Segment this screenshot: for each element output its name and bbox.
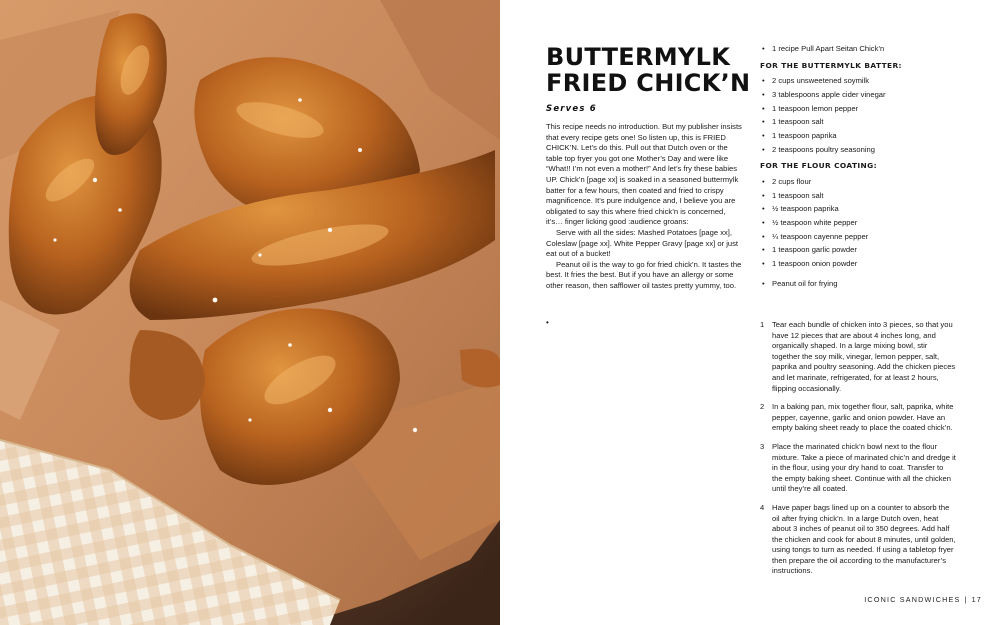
ingredient-item: • 1 teaspoon onion powder: [760, 259, 956, 270]
ingredient-item: • Peanut oil for frying: [760, 279, 956, 290]
intro-paragraph: This recipe needs no introduction. But my publisher insists that every recipe gets one! So listen up, this is FRIED CHICK’N. Let’s do this. Pull out that Dutch oven or the table top fryer you got one Mother’s Day and were like “What!! I’m not even a mother!” And let’s fry these babies UP. Chick’n [page xx] is soaked in a seasoned buttermylk batter for a few hours, then coated and fried to crispy magnificence. It’s pure indulgence and, I believe you are obligated to say this where fried chick’n is concerned, it’s… finger licking good :audience groans:: [546, 122, 742, 227]
step-number: 1: [760, 320, 765, 329]
ingredient-item: • 1 teaspoon lemon pepper: [760, 104, 956, 115]
recipe-intro: [546, 122, 742, 292]
stray-bullet: •: [546, 318, 549, 327]
ingredient-item: • ½ teaspoon white pepper: [760, 218, 956, 229]
step-text: Tear each bundle of chicken into 3 pieces, so that you have 12 pieces that are about 4 inches long, and organically shaped. In a large mixing bowl, stir together the soy milk, vinegar, lemon pepper, salt, paprika and poultry seasoning. Add the chicken pieces and let marinate, refrigerated, for at least 2 hours, flipping occasionally.: [772, 320, 956, 393]
ingredient-item: • 2 teaspoons poultry seasoning: [760, 145, 956, 156]
method-step: [760, 320, 956, 394]
step-text: In a baking pan, mix together flour, salt, paprika, white pepper, cayenne, garlic and onion powder. Have an empty baking sheet ready to place the coated chick’n.: [772, 402, 954, 433]
step-number: 4: [760, 502, 765, 512]
ingredient-item: • 1 teaspoon garlic powder: [760, 245, 956, 256]
intro-paragraph: Peanut oil is the way to go for fried chick’n. It tastes the best. It fries the best. But if you have an allergy or some other reason, then safflower oil tastes pretty yummy, too.: [546, 259, 742, 290]
footer-section: ICONIC SANDWICHES: [864, 595, 961, 604]
method-steps: [760, 320, 956, 585]
step-text: Have paper bags lined up on a counter to absorb the oil after frying chick’n. In a large Dutch oven, heat about 3 inches of peanut oil to 350 degrees. Add half the chicken and cook for about 8 minutes, until golden, using tongs to turn as needed. If using a tabletop fryer then prepare the oil according to the manufacturer’s instructions.: [772, 502, 956, 576]
intro-paragraph: Serve with all the sides: Mashed Potatoes [page xx], Coleslaw [page xx]. White Pepper Gravy [page xx] or just eat out of a bucket!: [546, 227, 739, 259]
page-number: 17: [971, 595, 982, 604]
flour-heading: FOR THE FLOUR COATING:: [760, 161, 877, 171]
method-step: [760, 442, 956, 495]
step-number: 2: [760, 402, 765, 412]
ingredient-item: • 2 cups flour: [760, 177, 956, 188]
ingredient-item: • 3 tablespoons apple cider vinegar: [760, 90, 956, 101]
ingredient-item: • 2 cups unsweetened soymilk: [760, 76, 956, 87]
method-step: [760, 402, 956, 434]
title-line-2: FRIED CHICK’N: [546, 69, 751, 97]
serves-label: Serves 6: [546, 104, 597, 114]
ingredient-item: • 1 teaspoon paprika: [760, 131, 956, 142]
batter-heading: FOR THE BUTTERMYLK BATTER:: [760, 60, 902, 70]
footer-separator: |: [964, 595, 968, 604]
recipe-title: [546, 43, 751, 97]
step-text: Place the marinated chick’n bowl next to the flour mixture. Take a piece of marinated chic’n and dredge it in the flour, using your dry hand to coat. Transfer to the empty baking sheet. Continue with all the chicken until they’re all coated.: [772, 441, 956, 494]
title-line-1: BUTTERMYLK: [546, 43, 731, 71]
ingredient-item: • 1 recipe Pull Apart Seitan Chick’n: [760, 44, 956, 55]
ingredient-item: • ½ teaspoon paprika: [760, 204, 956, 215]
ingredients-list: [760, 44, 956, 292]
step-number: 3: [760, 441, 765, 451]
ingredient-item: • ¼ teaspoon cayenne pepper: [760, 232, 956, 243]
page-footer: [864, 595, 982, 604]
ingredient-item: • 1 teaspoon salt: [760, 117, 956, 128]
ingredient-item: • 1 teaspoon salt: [760, 191, 956, 202]
method-step: [760, 503, 956, 577]
recipe-page: [500, 0, 1000, 625]
